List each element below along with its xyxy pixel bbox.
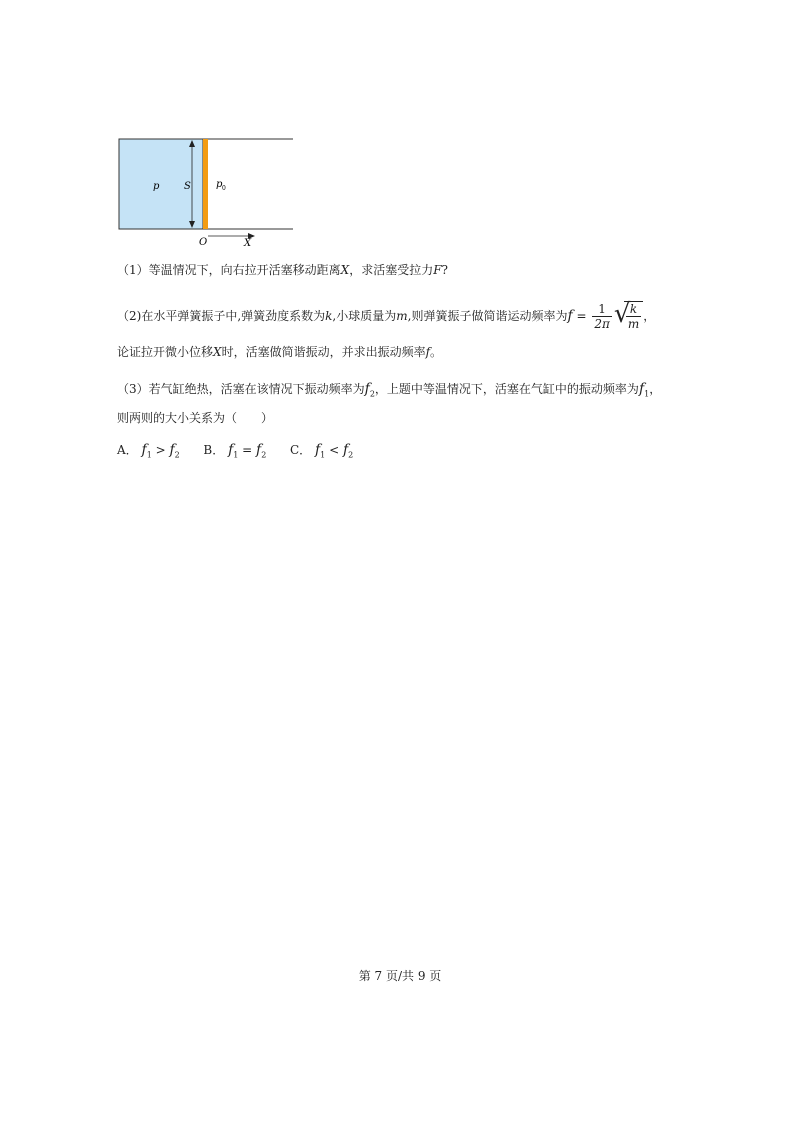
option-a-f1: f (141, 442, 147, 458)
question-3 (117, 381, 661, 402)
q1-text-mid: ，求活塞受拉力 (349, 263, 434, 277)
label-p0: p (216, 179, 223, 190)
option-c[interactable] (289, 442, 354, 460)
option-b-f1: f (228, 442, 234, 458)
q2-line2-var-f: f (425, 345, 431, 359)
q3-line2-text: 则两则的大小关系为（ ） (117, 411, 274, 425)
option-c-op: < (325, 443, 343, 457)
option-b-f2-sub: 2 (261, 450, 267, 460)
q2-frac-numerator: 1 (592, 302, 612, 317)
q2-text-mid2: ,则弹簧振子做简谐运动频率为 (407, 309, 568, 323)
option-c-f2: f (342, 442, 349, 458)
option-a-f2: f (169, 442, 175, 458)
label-S: S (184, 181, 191, 192)
q3-var-f1: f (638, 381, 645, 397)
option-b-f1-sub: 1 (233, 450, 239, 460)
option-b-op: = (238, 443, 257, 457)
q1-var-x: X (340, 263, 350, 277)
label-p0-subscript: 0 (222, 185, 226, 192)
q2-frac-denominator: 2π (594, 316, 610, 331)
option-a-label: A． (117, 443, 138, 457)
q2-line2-text-mid: 时，活塞做简谐振动，并求出振动频率 (221, 345, 426, 359)
question-2-line-2 (117, 344, 442, 360)
question-2 (117, 296, 655, 336)
page-number-footer: 第 7 页/共 9 页 (358, 969, 442, 983)
q3-var-f2-sub: 2 (369, 389, 375, 399)
option-c-f2-sub: 2 (348, 450, 354, 460)
q3-var-f2: f (364, 381, 370, 397)
option-b[interactable] (203, 442, 270, 460)
q1-var-f: F (433, 263, 442, 277)
q2-var-m: m (396, 309, 408, 323)
option-c-label: C． (289, 443, 312, 457)
q2-sqrt-numerator: k (626, 302, 641, 317)
q2-formula-sqrt (614, 301, 643, 331)
q3-var-f1-sub: 1 (644, 389, 650, 399)
q2-sqrt-denominator: m (627, 317, 640, 331)
option-a-f1-sub: 1 (146, 450, 152, 460)
option-c-f1: f (314, 442, 321, 458)
q2-formula-eq: = (572, 309, 591, 323)
q2-var-k: k (325, 309, 333, 323)
q2-formula-f: f (567, 308, 573, 324)
q3-text-mid: ，上题中等温情况下，活塞在气缸中的振动频率为 (374, 382, 639, 396)
q2-line2-text-end: 。 (430, 345, 443, 359)
option-a-f2-sub: 2 (174, 450, 180, 460)
radical-sign-icon: √ (613, 299, 631, 329)
q1-text-end: ? (441, 263, 448, 277)
q2-text-mid1: ,小球质量为 (332, 309, 397, 323)
question-3-line-2 (117, 410, 273, 426)
q3-text-end: ， (649, 382, 662, 396)
q1-text: （1）等温情况下，向右拉开活塞移动距离 (117, 263, 341, 277)
cylinder-diagram (110, 128, 310, 253)
q2-formula-fraction (592, 302, 612, 331)
answer-options (117, 442, 353, 463)
piston (203, 139, 208, 229)
label-p: p (153, 181, 160, 192)
q2-line2-text: 论证拉开微小位移 (117, 345, 214, 359)
q3-text: （3）若气缸绝热，活塞在该情况下振动频率为 (117, 382, 365, 396)
option-a[interactable] (117, 442, 184, 460)
question-1 (117, 262, 448, 278)
option-b-label: B． (203, 443, 225, 457)
q2-line2-var-x: X (213, 345, 222, 359)
q2-text: （2)在水平弹簧振子中,弹簧劲度系数为 (117, 309, 326, 323)
label-X: X (244, 238, 252, 249)
option-a-op: > (151, 443, 170, 457)
label-O: O (199, 237, 208, 248)
option-c-f1-sub: 1 (320, 450, 326, 460)
q2-text-end: ， (643, 309, 656, 323)
option-b-f2: f (256, 442, 262, 458)
